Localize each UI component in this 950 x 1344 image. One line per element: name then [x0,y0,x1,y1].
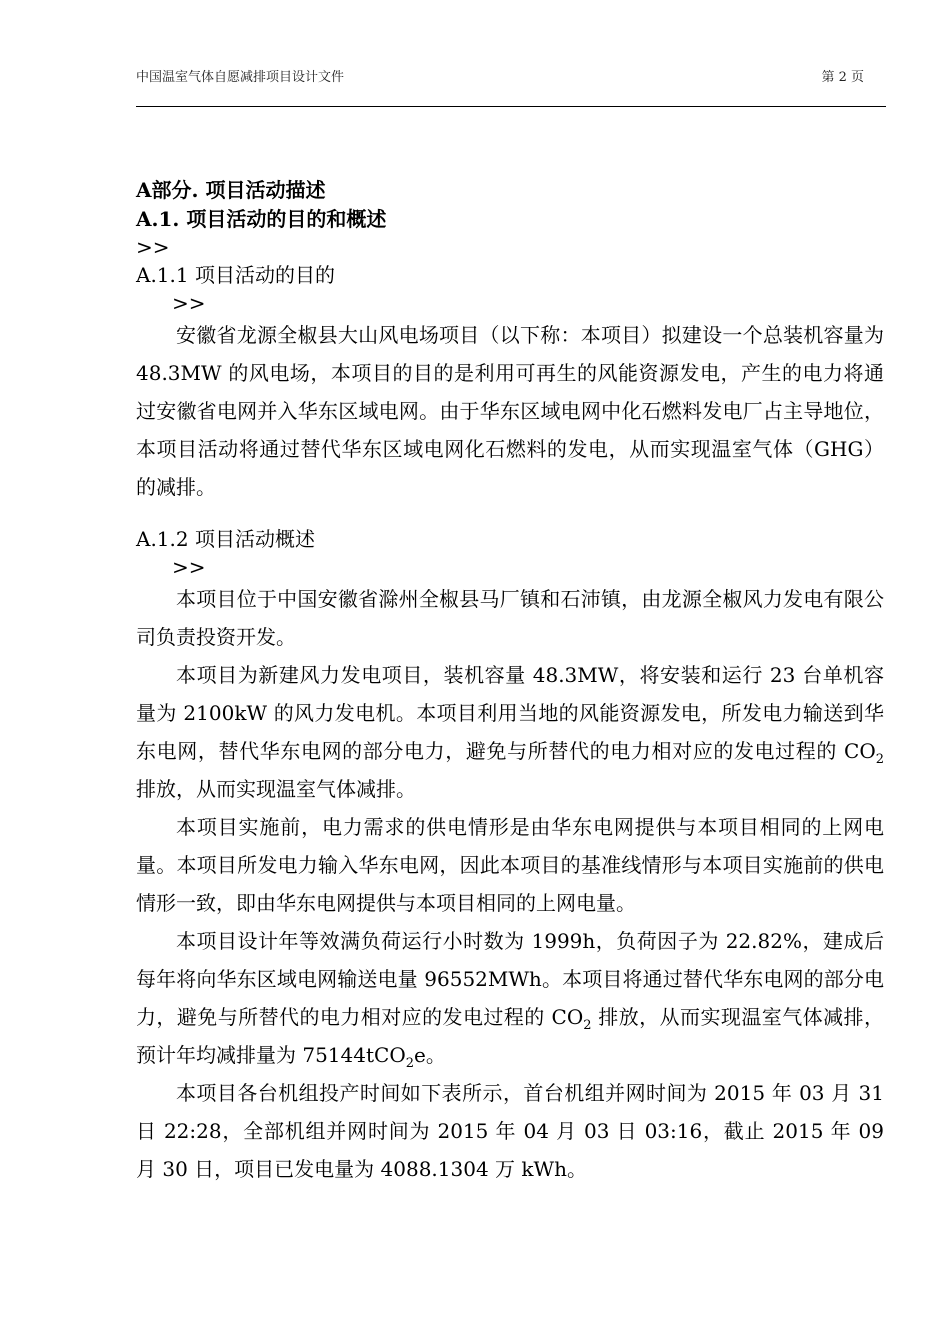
part-a-heading: A部分. 项目活动描述 [136,178,326,202]
section-a1-marker: >> [136,235,170,259]
a12-paragraph-1: 本项目位于中国安徽省滁州全椒县马厂镇和石沛镇，由龙源全椒风力发电有限公司负责投资开发。 [136,587,884,649]
a12-paragraph-4 [136,922,884,1074]
page-number: 第 2 页 [821,70,864,85]
a12-p4-text: 本项目设计年等效满负荷运行小时数为 1999h，负荷因子为 22.82%，建成后每年将向华东区域电网输送电量 96552MWh。本项目将通过替代华东电网的部分电力，避免与所替代的电力相对应的发电过程的 CO [136,929,884,1029]
a12-paragraph-5: 本项目各台机组投产时间如下表所示，首台机组并网时间为 2015 年 03 月 31 日 22:28，全部机组并网时间为 2015 年 04 月 03 日 03:16，截止 2015 年 09 月 30 日，项目已发电量为 4088.1304 万 kWh。 [136,1081,884,1181]
document-title: 中国温室气体自愿减排项目设计文件 [136,70,345,85]
section-a11-heading: A.1.1 项目活动的目的 [136,263,335,287]
section-a12-heading: A.1.2 项目活动概述 [136,527,315,551]
spacer [136,506,884,524]
a12-p2-text: 本项目为新建风力发电项目，装机容量 48.3MW，将安装和运行 23 台单机容量为 2100kW 的风力发电机。本项目利用当地的风能资源发电，所发电力输送到华东电网，替代华东电网的部分电力，避免与所替代的电力相对应的发电过程的 CO [136,663,884,763]
co2-subscript: 2 [875,752,884,767]
a12-p4-text-end: e。 [414,1043,446,1067]
a11-paragraph-1: 安徽省龙源全椒县大山风电场项目（以下称：本项目）拟建设一个总装机容量为 48.3MW 的风电场，本项目的目的是利用可再生的风能资源发电，产生的电力将通过安徽省电网并入华东区域电网。由于华东区域电网中化石燃料发电厂占主导地位，本项目活动将通过替代华东区域电网化石燃料的发电，从而实现温室气体（GHG）的减排。 [136,323,884,499]
co2-subscript: 2 [583,1018,592,1033]
a12-p2-text-end: 排放，从而实现温室气体减排。 [136,777,416,801]
a12-paragraph-2 [136,656,884,808]
header-divider [136,106,886,107]
section-a11-marker: >> [172,291,206,315]
document-body [136,176,884,1188]
a12-p4-text-mid: 排放，从而实现温室气体减排，预计年均减排量为 75144tCO [136,1005,884,1067]
section-a12-marker: >> [172,555,206,579]
co2e-subscript: 2 [405,1056,414,1071]
section-a1-heading: A.1. 项目活动的目的和概述 [136,207,387,231]
a12-paragraph-3: 本项目实施前，电力需求的供电情形是由华东电网提供与本项目相同的上网电量。本项目所发电力输入华东电网，因此本项目的基准线情形与本项目实施前的供电情形一致，即由华东电网提供与本项目相同的上网电量。 [136,815,884,915]
